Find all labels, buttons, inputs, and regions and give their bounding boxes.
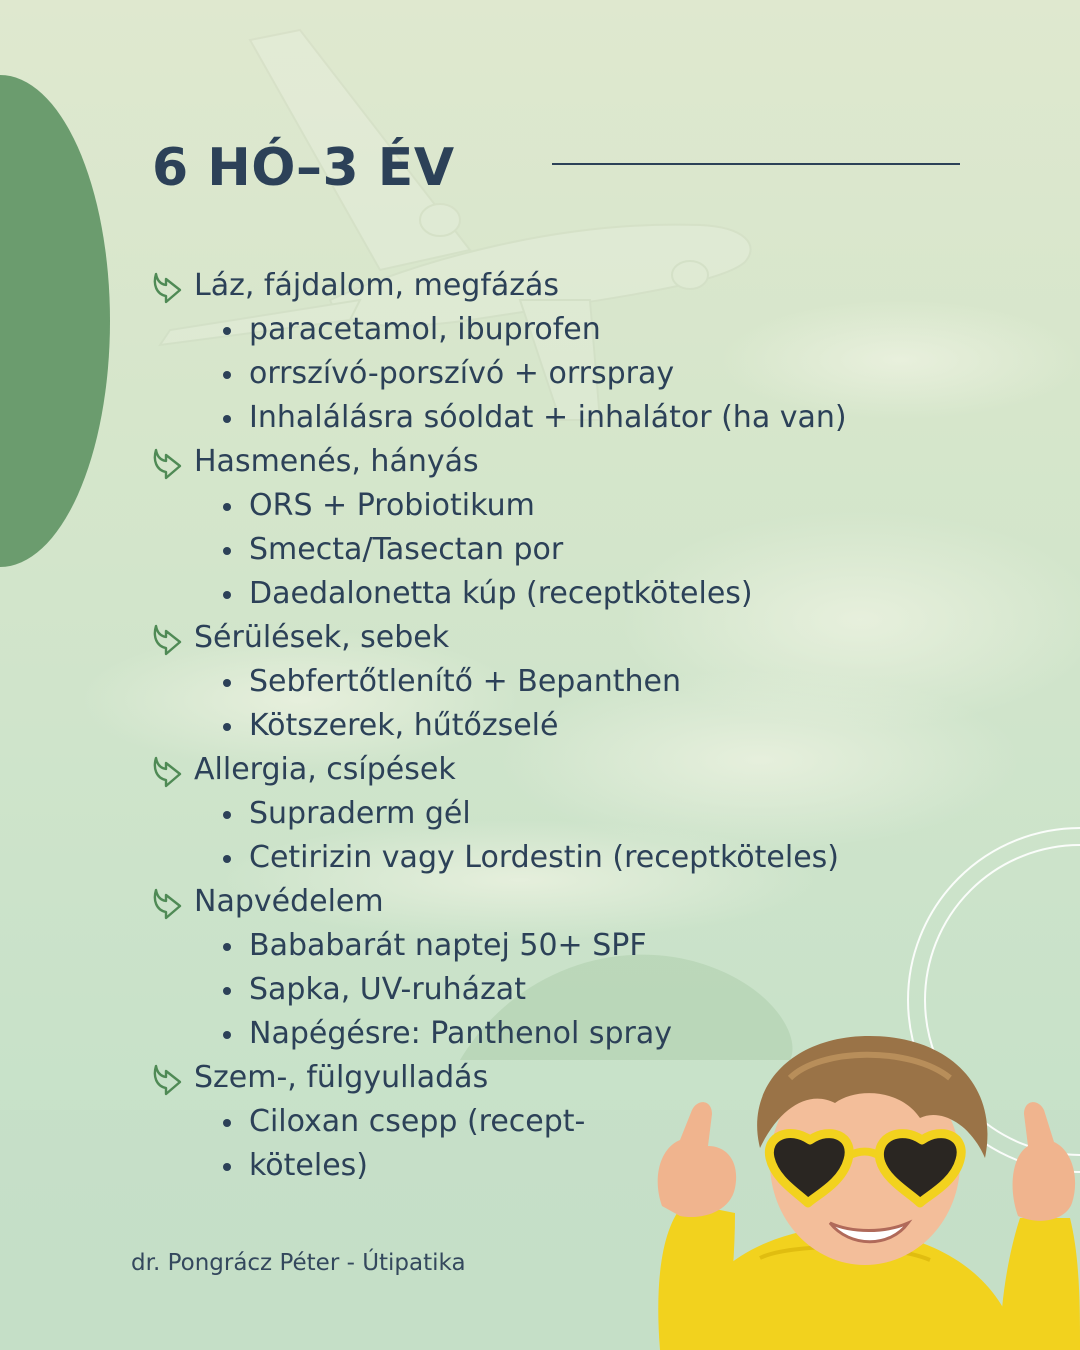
curved-arrow-icon bbox=[150, 1062, 186, 1096]
curved-arrow-icon bbox=[150, 754, 186, 788]
list-item: Ciloxan csepp (recept- bbox=[150, 1100, 847, 1144]
list-item: Supraderm gél bbox=[150, 792, 847, 836]
curved-arrow-icon bbox=[150, 886, 186, 920]
category-label: Sérülések, sebek bbox=[194, 620, 450, 655]
category-heading bbox=[150, 440, 847, 484]
list-item: Sapka, UV-ruházat bbox=[150, 968, 847, 1012]
curved-arrow-icon bbox=[150, 622, 186, 656]
category-label: Szem-, fülgyulladás bbox=[194, 1060, 489, 1095]
list-item: Bababarát naptej 50+ SPF bbox=[150, 924, 847, 968]
list-item: Cetirizin vagy Lordestin (receptköteles) bbox=[150, 836, 847, 880]
category-label: Napvédelem bbox=[194, 884, 384, 919]
list-item: köteles) bbox=[150, 1144, 847, 1188]
category-label: Láz, fájdalom, megfázás bbox=[194, 268, 560, 303]
list-item: Sebfertőtlenítő + Bepanthen bbox=[150, 660, 847, 704]
category-heading bbox=[150, 880, 847, 924]
list-item: Smecta/Tasectan por bbox=[150, 528, 847, 572]
title-divider bbox=[552, 163, 960, 165]
category-label: Allergia, csípések bbox=[194, 752, 456, 787]
child-sunglasses-illustration bbox=[640, 1028, 1080, 1350]
category-heading bbox=[150, 748, 847, 792]
curved-arrow-icon bbox=[150, 270, 186, 304]
author-footer: dr. Pongrácz Péter - Útipatika bbox=[131, 1250, 466, 1276]
curved-arrow-icon bbox=[150, 446, 186, 480]
list-item: Inhalálásra sóoldat + inhalátor (ha van) bbox=[150, 396, 847, 440]
list-item: paracetamol, ibuprofen bbox=[150, 308, 847, 352]
category-heading bbox=[150, 264, 847, 308]
page-title: 6 HÓ–3 ÉV bbox=[152, 138, 455, 198]
list-item: orrszívó-porszívó + orrspray bbox=[150, 352, 847, 396]
list-item: Daedalonetta kúp (receptköteles) bbox=[150, 572, 847, 616]
list-item: ORS + Probiotikum bbox=[150, 484, 847, 528]
list-item: Kötszerek, hűtőzselé bbox=[150, 704, 847, 748]
category-heading bbox=[150, 616, 847, 660]
category-label: Hasmenés, hányás bbox=[194, 444, 479, 479]
list-item: Napégésre: Panthenol spray bbox=[150, 1012, 847, 1056]
